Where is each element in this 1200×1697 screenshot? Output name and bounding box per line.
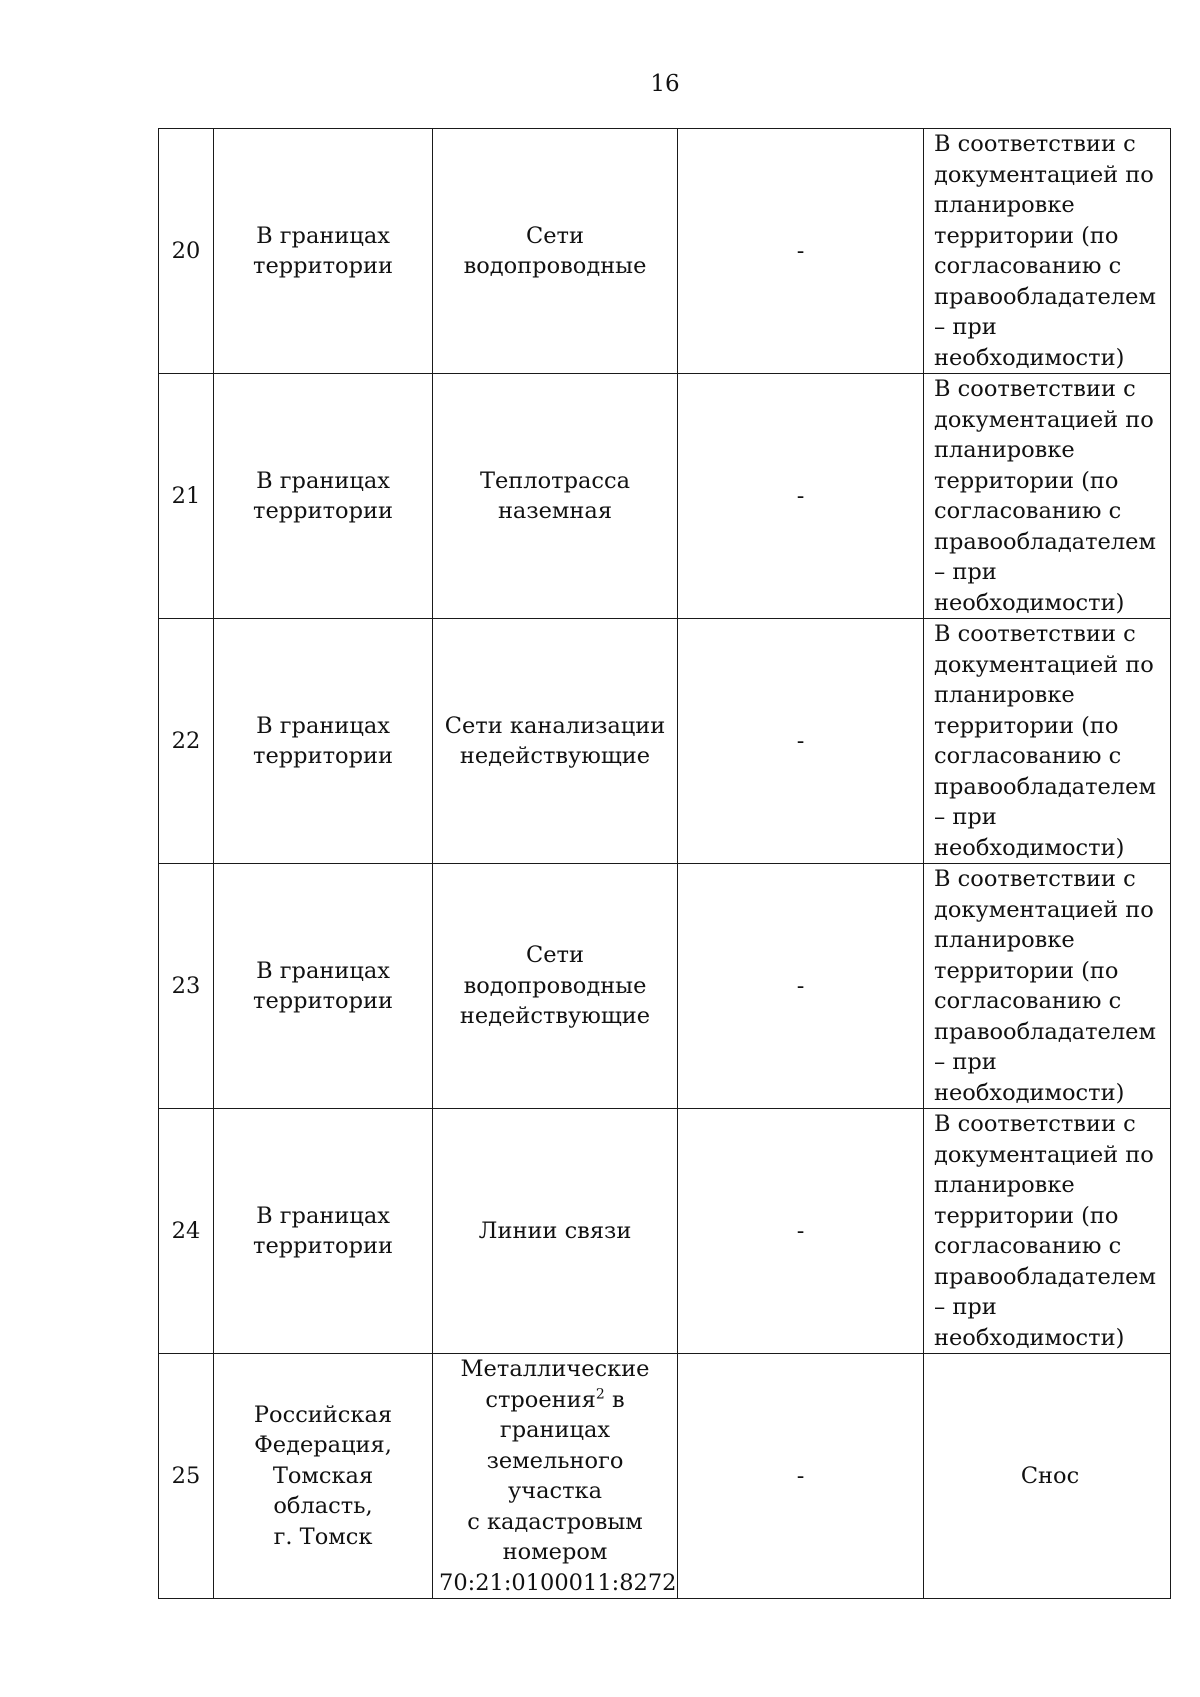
row-number: 20 — [159, 129, 214, 374]
info-cell: - — [678, 1354, 924, 1599]
location-cell: В границах территории — [214, 864, 433, 1109]
table-row — [159, 1109, 1171, 1354]
location-cell: В границах территории — [214, 374, 433, 619]
object-line — [439, 1385, 671, 1416]
object-cell: Сети канализации недействующие — [433, 619, 678, 864]
table-row — [159, 619, 1171, 864]
row-number: 22 — [159, 619, 214, 864]
measure-cell: В соответствии с документацией по планировке территории (по согласованию с правообладателем – при необходимости) — [924, 619, 1171, 864]
objects-table — [158, 128, 1171, 1599]
measure-cell: В соответствии с документацией по планировке территории (по согласованию с правообладателем – при необходимости) — [924, 864, 1171, 1109]
table-row — [159, 864, 1171, 1109]
object-text: строения — [485, 1386, 596, 1413]
object-cell: Сети водопроводные недействующие — [433, 864, 678, 1109]
info-cell: - — [678, 864, 924, 1109]
row-number: 23 — [159, 864, 214, 1109]
object-cell: Линии связи — [433, 1109, 678, 1354]
info-cell: - — [678, 374, 924, 619]
object-text: границах земельного участка с кадастровым номером 70:21:0100011:8272 — [439, 1417, 677, 1596]
row-number: 21 — [159, 374, 214, 619]
info-cell: - — [678, 619, 924, 864]
object-cell: Теплотрасса наземная — [433, 374, 678, 619]
object-text: в — [604, 1386, 625, 1413]
measure-cell: В соответствии с документацией по планировке территории (по согласованию с правообладателем – при необходимости) — [924, 374, 1171, 619]
footnote-marker: 2 — [595, 1386, 605, 1402]
measure-cell: В соответствии с документацией по планировке территории (по согласованию с правообладателем – при необходимости) — [924, 129, 1171, 374]
location-cell: В границах территории — [214, 1109, 433, 1354]
row-number: 24 — [159, 1109, 214, 1354]
location-cell: Российская Федерация, Томская область, г. Томск — [214, 1354, 433, 1599]
row-number: 25 — [159, 1354, 214, 1599]
table-row — [159, 374, 1171, 619]
measure-cell: Снос — [924, 1354, 1171, 1599]
location-cell: В границах территории — [214, 619, 433, 864]
info-cell: - — [678, 129, 924, 374]
object-line: Металлические — [460, 1356, 650, 1382]
table-row — [159, 1354, 1171, 1599]
table-row — [159, 129, 1171, 374]
measure-cell: В соответствии с документацией по планировке территории (по согласованию с правообладателем – при необходимости) — [924, 1109, 1171, 1354]
info-cell: - — [678, 1109, 924, 1354]
object-cell — [433, 1354, 678, 1599]
page-number: 16 — [650, 71, 680, 97]
object-cell: Сети водопроводные — [433, 129, 678, 374]
location-cell: В границах территории — [214, 129, 433, 374]
